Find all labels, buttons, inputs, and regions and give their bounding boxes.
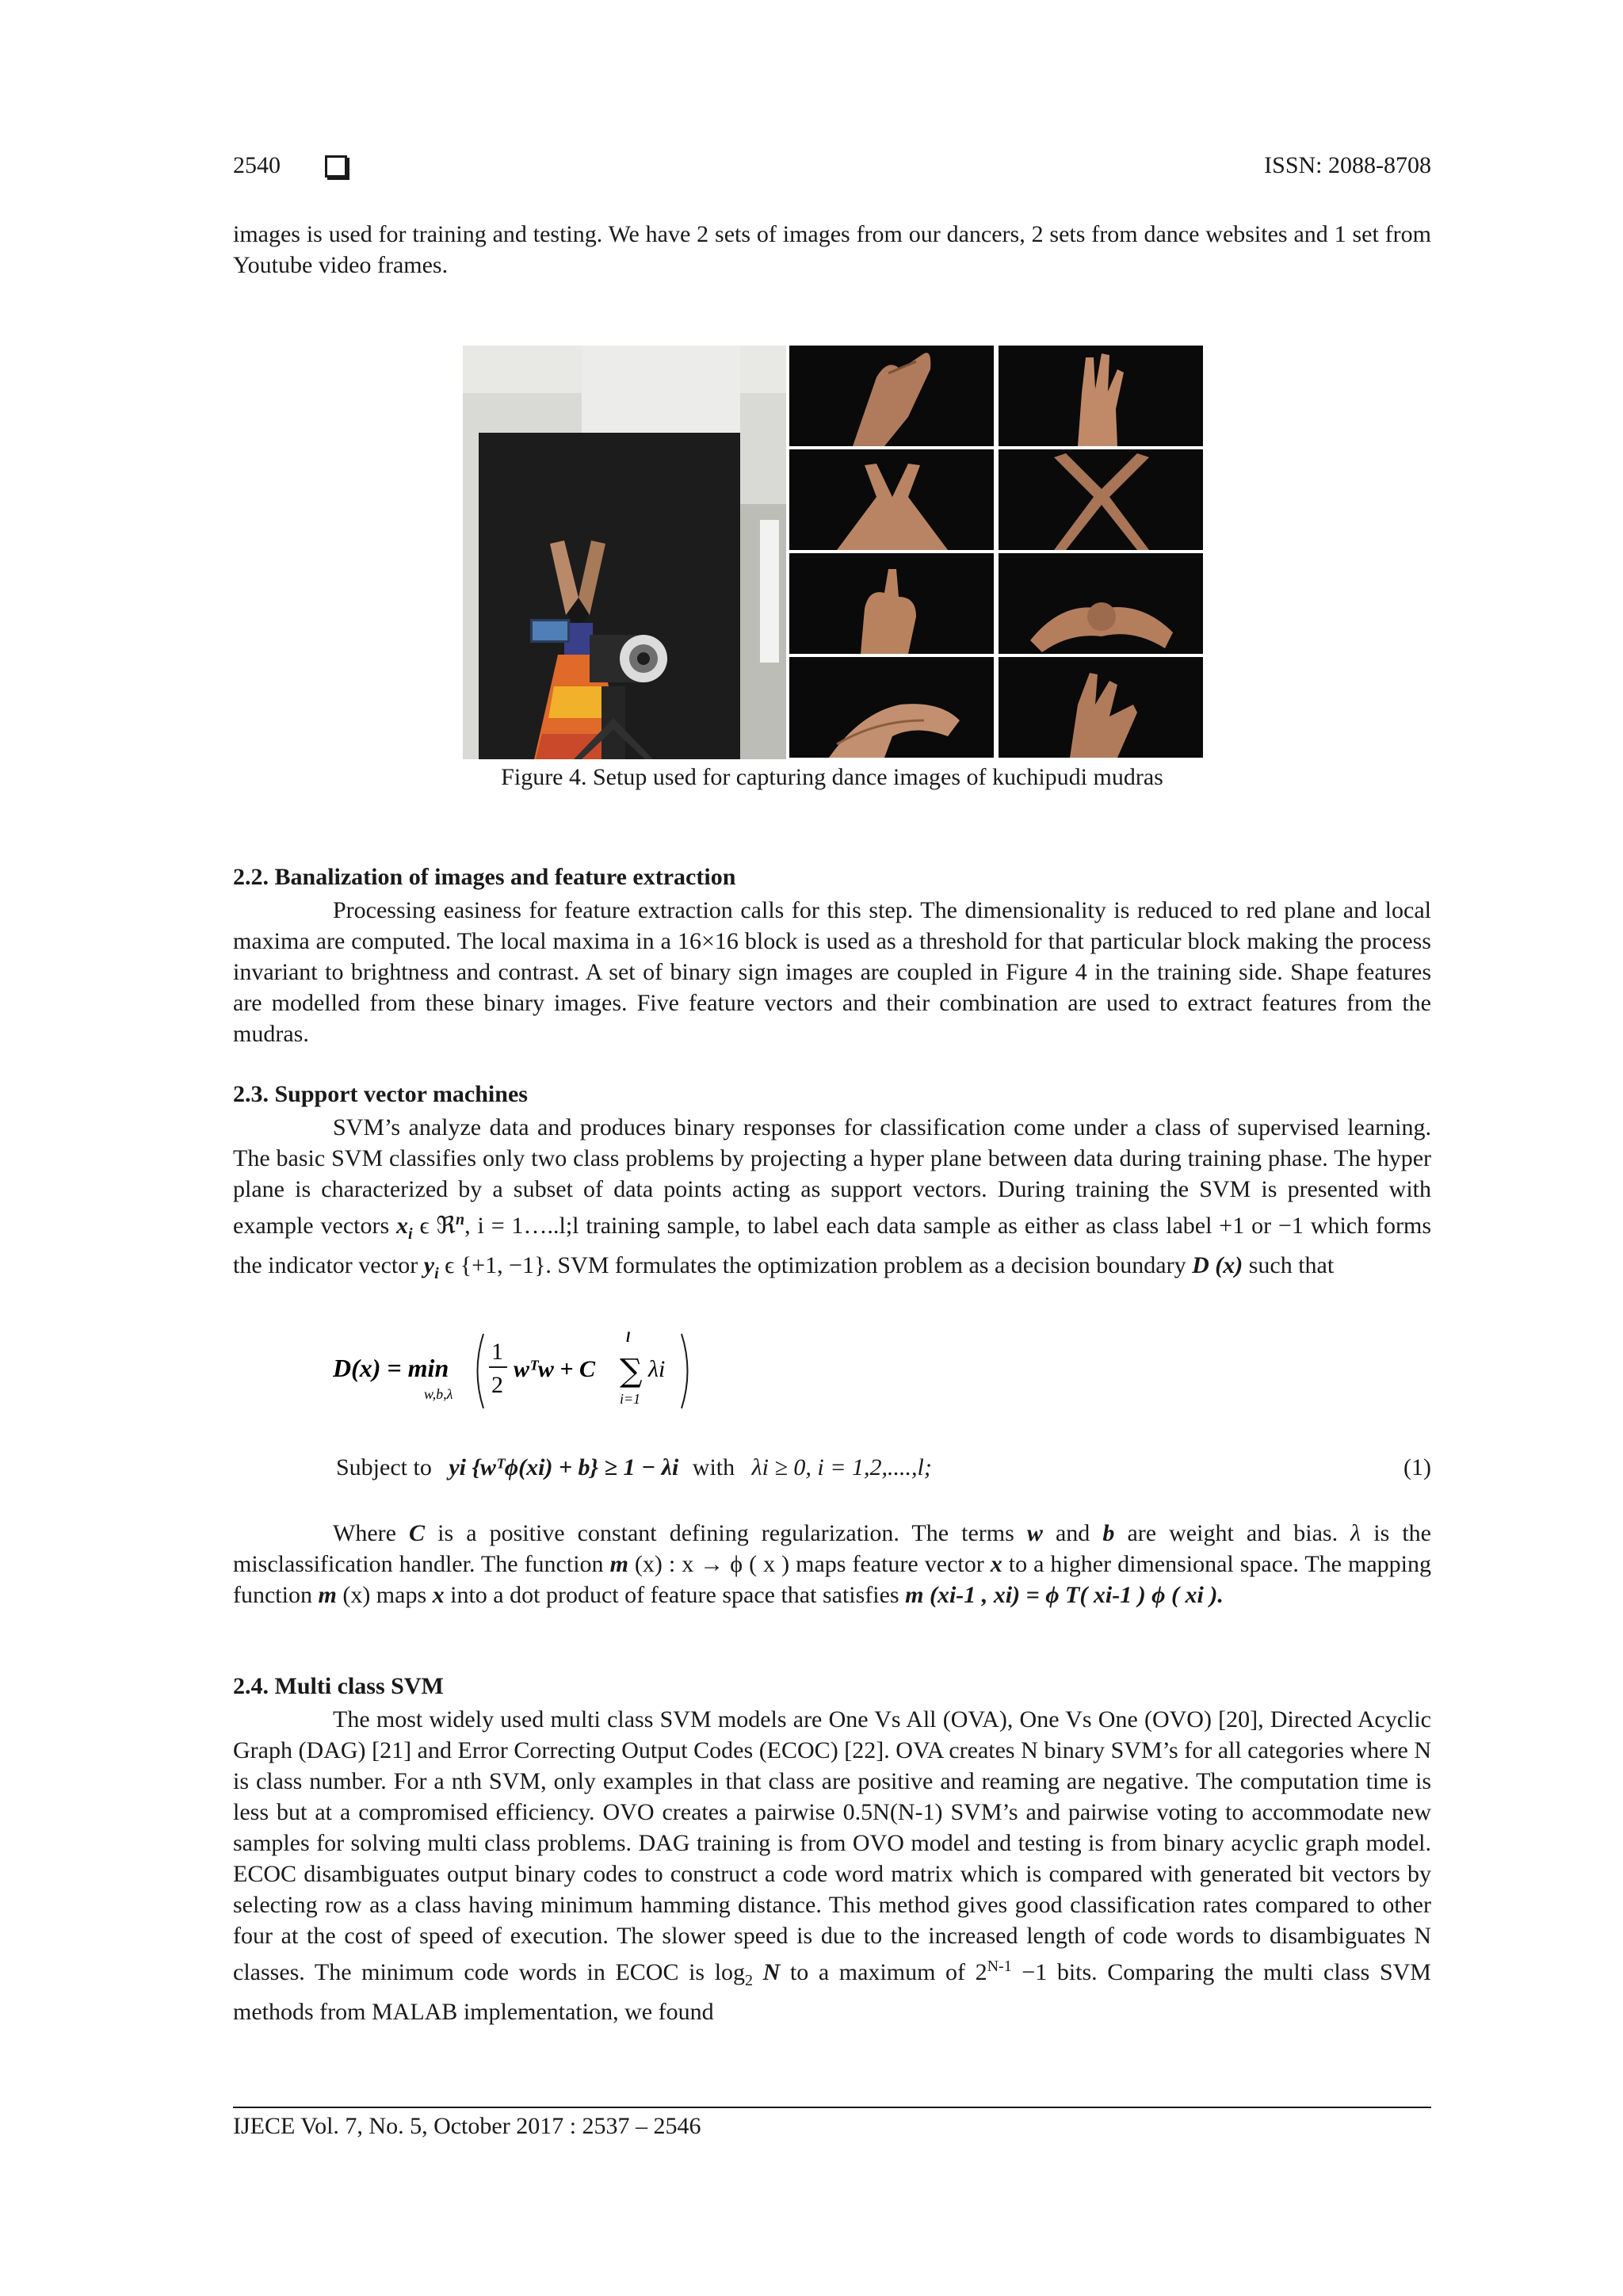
page-header [233,152,1431,187]
mudra-4 [999,449,1203,550]
mudra-2 [999,346,1203,446]
equation-min-sub: w,b,λ [424,1386,453,1402]
equation-constraint [336,1454,1431,1494]
mudra-5 [789,553,994,654]
footer-citation: IJECE Vol. 7, No. 5, October 2017 : 2537 – 2546 [233,2113,701,2139]
issn: ISSN: 2088-8708 [1264,152,1431,178]
footer-rule [233,2107,1431,2108]
equation-lambda: λi [648,1356,666,1382]
equation-half-den: 2 [491,1372,503,1398]
constraint-condition: λi ≥ 0, i = 1,2,....,l; [751,1454,932,1480]
figure-caption: Figure 4. Setup used for capturing dance images of kuchipudi mudras [501,764,1163,790]
equation-objective [333,1328,729,1415]
mudra-grid [789,346,1203,759]
intro-paragraph: images is used for training and testing. We have 2 sets of images from our dancers, 2 sets from dance websites and 1 set from Youtube video frames. [233,221,1431,278]
header-square-icon [325,155,347,178]
mudra-3 [789,449,994,550]
equation-lhs: D(x) = min [333,1354,449,1382]
page-number: 2540 [233,152,281,178]
with-label: with [692,1454,735,1480]
figure-4 [463,346,1203,759]
mudra-1 [789,346,994,446]
dancer-setup-photo [463,346,786,759]
where-paragraph: Where C is a positive constant defining regularization. The terms w and b are weight and bias. λ is the misclassification handler. The function m (x) : x → ϕ ( x ) maps feature vector x to a higher dimensional space. The mapping function m (x) maps x into a dot product of feature space that satisfies m (xi-1 , xi) = ϕ T( xi-1 ) ϕ ( xi ). [233,1520,1431,1608]
equation-terms: wᵀw + C [514,1356,595,1382]
constraint-expression: yi {wᵀϕ(xi) + b} ≥ 1 − λi [449,1454,679,1480]
equation-sum-top: l [626,1329,631,1345]
sum-symbol-icon: ∑ [620,1353,643,1389]
section-2-4-body: The most widely used multi class SVM models are One Vs All (OVA), One Vs One (OVO) [20], Directed Acyclic Graph (DAG) [21] and Error Correcting Output Codes (ECOC) [22]. OVA creates N binary SVM’s for all categories where N is class number. For a nth SVM, only examples in that class are positive and reaming are negative. The computation time is less but at a compromised efficiency. OVO creates a pairwise 0.5N(N-1) SVM’s and pairwise voting to accommodate new samples for solving multi class problems. DAG training is from OVO model and testing is from binary acyclic graph model. ECOC disambiguates output binary codes to construct a code word matrix which is compared with generated bit vectors by selecting row as a class having minimum hamming distance. This method gives good classification rates compared to other four at the cost of speed of execution. The slower speed is due to the increased length of code words to disambiguates N classes. The minimum code words in ECOC is $\log_2 N$ to a maximum of $2^{N-1} -1$ bits. Comparing the multi class SVM methods from MALAB implementation, we found [233,1706,1431,2025]
section-2-2-heading: 2.2. Banalization of images and feature extraction [233,864,736,890]
equation-number: (1) [1403,1454,1431,1480]
mudra-8 [999,657,1203,758]
mudra-7 [789,657,994,758]
section-2-4-heading: 2.4. Multi class SVM [233,1673,444,1699]
mudra-6 [999,553,1203,654]
equation-half-num: 1 [491,1339,503,1365]
section-2-2-body: Processing easiness for feature extraction calls for this step. The dimensionality is reduced to red plane and local maxima are computed. The local maxima in a 16×16 block is used as a threshold for that particular block making the process invariant to brightness and contrast. A set of binary sign images are coupled in Figure 4 in the training side. Shape features are modelled from these binary images. Five feature vectors and their combination are used to extract features from the mudras. [233,897,1431,1047]
equation-sum-bottom: i=1 [620,1391,641,1407]
subject-to-label: Subject to [336,1454,432,1480]
section-2-3-body: SVM’s analyze data and produces binary responses for classification come under a class of supervised learning. The basic SVM classifies only two class problems by projecting a hyper plane between data during training phase. The hyper plane is characterized by a subset of data points acting as support vectors. During training the SVM is presented with example vectors $x_i$ ϵ ℜ$^n$, i = 1…..l;l training sample, to label each data sample as either as class label +1 or −1 which forms the indicator vector $y_i$ ϵ {+1, −1}. SVM formulates the optimization problem as a decision boundary D (x) such that [233,1114,1431,1282]
section-2-3-heading: 2.3. Support vector machines [233,1081,528,1107]
